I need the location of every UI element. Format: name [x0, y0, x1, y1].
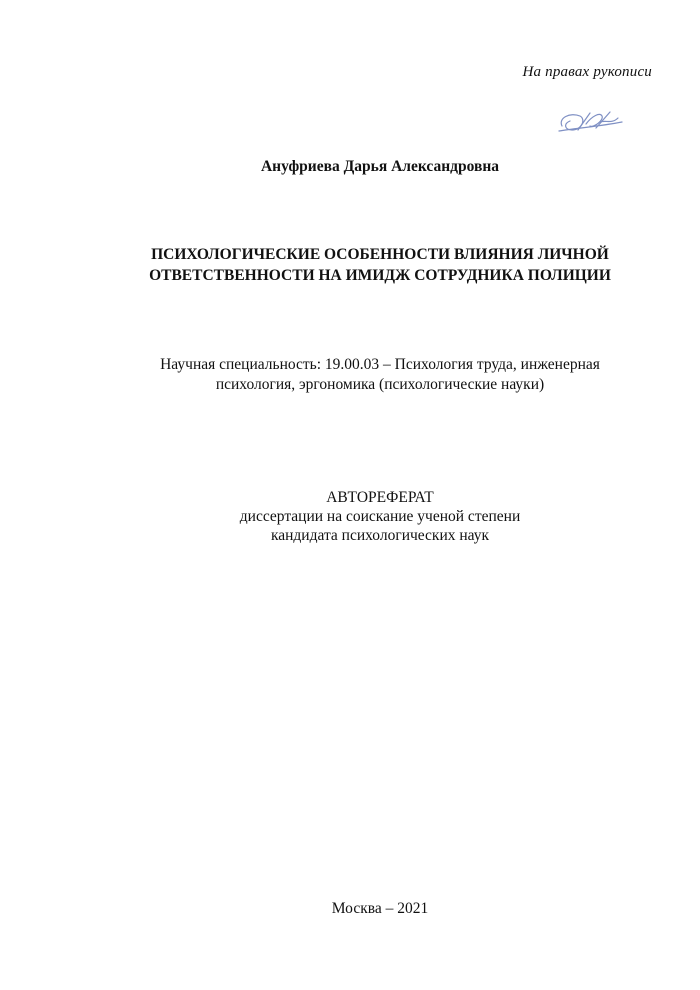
- specialty-line: Научная специальность: 19.00.03 – Психология труда, инженерная: [160, 356, 600, 373]
- signature-mark: [556, 104, 626, 138]
- dissertation-title: [0, 244, 700, 286]
- manuscript-note: На правах рукописи: [522, 64, 652, 80]
- specialty-line: психология, эргономика (психологические науки): [215, 376, 545, 393]
- abstract-block: [0, 488, 700, 545]
- specialty-block: [0, 355, 700, 395]
- abstract-line: кандидата психологических наук: [270, 527, 490, 544]
- author-name: Ануфриева Дарья Александровна: [260, 158, 500, 175]
- abstract-heading: АВТОРЕФЕРАТ: [326, 489, 434, 506]
- place-year: Москва – 2021: [331, 900, 429, 917]
- abstract-line: диссертации на соискание ученой степени: [239, 508, 521, 525]
- title-line: ПСИХОЛОГИЧЕСКИЕ ОСОБЕННОСТИ ВЛИЯНИЯ ЛИЧНОЙ: [151, 246, 609, 263]
- title-line: ОТВЕТСТВЕННОСТИ НА ИМИДЖ СОТРУДНИКА ПОЛИЦИИ: [149, 267, 611, 284]
